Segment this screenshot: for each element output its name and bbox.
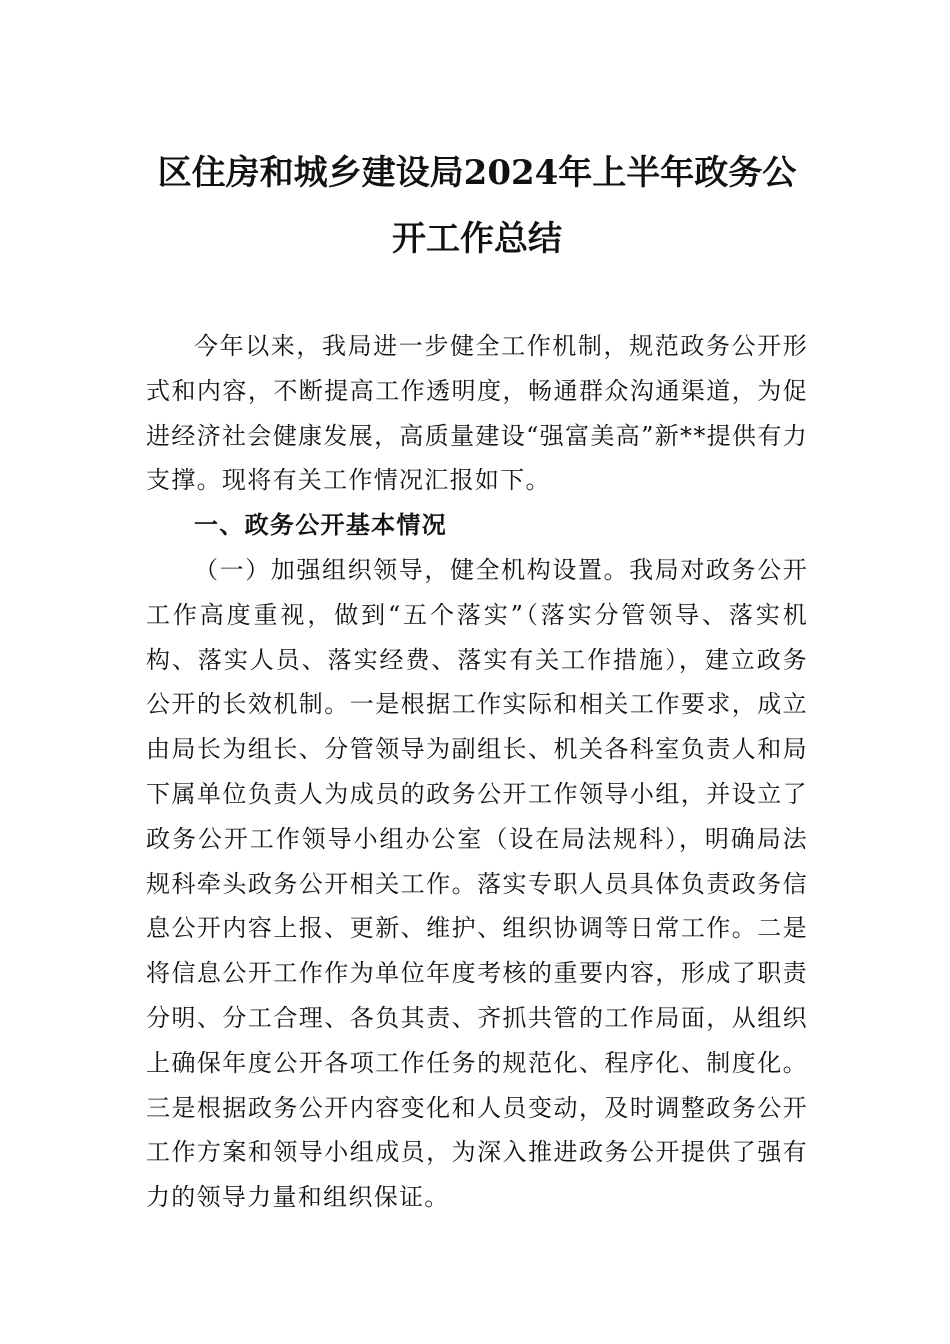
intro-paragraph: 今年以来，我局进一步健全工作机制，规范政务公开形式和内容，不断提高工作透明度，畅通群众沟通渠道，为促进经济社会健康发展，高质量建设“强富美高”新**提供有力支撑。现将有关工作情况汇报如下。: [146, 332, 808, 495]
section-heading-1: 一、政务公开基本情况: [194, 511, 447, 540]
subsection-paragraph-1: [146, 548, 808, 1220]
document-body: [146, 324, 808, 1220]
subsection-lead-1: （一）加强组织领导，健全机构设置。: [194, 555, 630, 584]
document-title: [146, 140, 808, 272]
subsection-body-1: 我局对政务公开工作高度重视，做到“五个落实”（落实分管领导、落实机构、落实人员、落实经费、落实有关工作措施），建立政务公开的长效机制。一是根据工作实际和相关工作要求，成立由局长为组长、分管领导为副组长、机关各科室负责人和局下属单位负责人为成员的政务公开工作领导小组，并设立了政务公开工作领导小组办公室（设在局法规科），明确局法规科牵头政务公开相关工作。落实专职人员具体负责政务信息公开内容上报、更新、维护、组织协调等日常工作。二是将信息公开工作作为单位年度考核的重要内容，形成了职责分明、分工合理、各负其责、齐抓共管的工作局面，从组织上确保年度公开各项工作任务的规范化、程序化、制度化。三是根据政务公开内容变化和人员变动，及时调整政务公开工作方案和领导小组成员，为深入推进政务公开提供了强有力的领导力量和组织保证。: [146, 555, 808, 1212]
document-title-line-1: 区住房和城乡建设局2024年上半年政务公: [157, 153, 797, 193]
document-page: [146, 140, 808, 1220]
document-title-line-2: 开工作总结: [392, 219, 562, 259]
